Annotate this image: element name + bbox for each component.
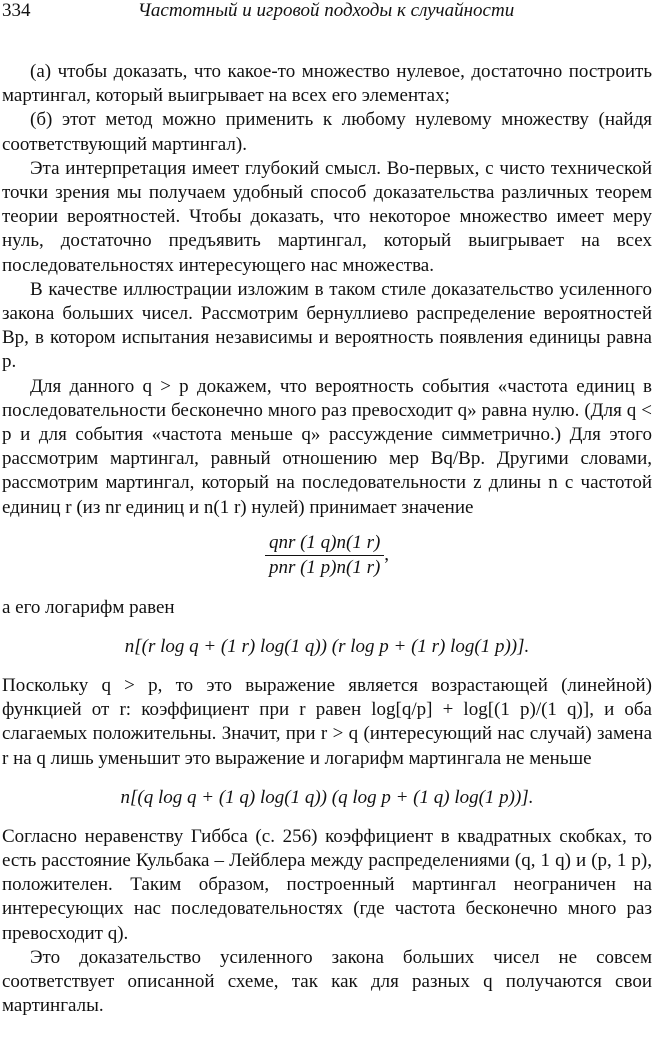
running-title: Частотный и игровой подходы к случайности xyxy=(137,0,515,21)
equation-log-martingale: n[(r log q + (1 r) log(1 q)) (r log p + (1 r) log(1 p))]. xyxy=(124,636,530,658)
paragraph-illustration: В качестве иллюстрации изложим в таком стиле доказательство усиленного закона больших чисел. Рассмотрим бернуллиево распределение вероятностей Bp, в котором испытания независимы и вероятность появления единицы равна p. xyxy=(2,278,652,373)
fraction-comma: , xyxy=(384,544,390,566)
page-header xyxy=(0,0,652,24)
paragraph-interpretation: Эта интерпретация имеет глубокий смысл. Во-первых, с чисто технической точки зрения мы получаем удобный способ доказательства различных теорем теории вероятностей. Чтобы доказать, что некоторое множество имеет меру нуль, достаточно предъявить мартингал, который выигрывает на всех последовательностях интересующего нас множества. xyxy=(2,157,652,276)
paragraph-b: (б) этот метод можно применить к любому нулевому множеству (найдя соответствующий мартингал). xyxy=(2,109,652,155)
fraction-denominator: pnr (1 p)n(1 r) xyxy=(268,556,381,578)
page-body xyxy=(2,60,652,1019)
equation-lower-bound: n[(q log q + (1 q) log(1 q)) (q log p + (1 q) log(1 p))]. xyxy=(120,786,534,808)
paragraph-a: (а) чтобы доказать, что какое-то множество нулевое, достаточно построить мартингал, который выигрывает на всех его элементах; xyxy=(2,61,652,107)
paragraph-increasing: Поскольку q > p, то это выражение является возрастающей (линейной) функцией от r: коэффициент при r равен log[q/p] + log[(1 p)/(1 q)], и оба слагаемых положительны. Значит, при r > q (интересующий нас случай) замена r на q лишь уменьшит это выражение и логарифм мартингала не меньше xyxy=(2,675,652,769)
paragraph-log-intro: а его логарифм равен xyxy=(2,596,175,618)
page-number: 334 xyxy=(2,0,31,21)
fraction-numerator: qnr (1 q)n(1 r) xyxy=(265,532,384,556)
paragraph-final: Это доказательство усиленного закона больших чисел не совсем соответствует описанной схеме, так как для разных q получаются свои мартингалы. xyxy=(2,946,652,1017)
martingale-fraction xyxy=(2,532,652,590)
paragraph-given-q: Для данного q > p докажем, что вероятность события «частота единиц в последовательности бесконечно много раз превосходит q» равна нулю. (Для q < p и для события «частота меньше q» рассуждение симметрично.) Для этого рассмотрим мартингал, равный отношению мер Bq/Bp. Другими словами, рассмотрим мартингал, который на последовательности z длины n с частотой единиц r (из nr единиц и n(1 r) нулей) принимает значение xyxy=(2,375,652,518)
paragraph-gibbs: Согласно неравенству Гиббса (с. 256) коэффициент в квадратных скобках, то есть расстояние Кульбака – Лейблера между распределениями (q, 1 q) и (p, 1 p), положителен. Таким образом, построенный мартингал неограничен на интересующих нас последовательностях (где частота бесконечно много раз превосходит q). xyxy=(2,825,652,944)
